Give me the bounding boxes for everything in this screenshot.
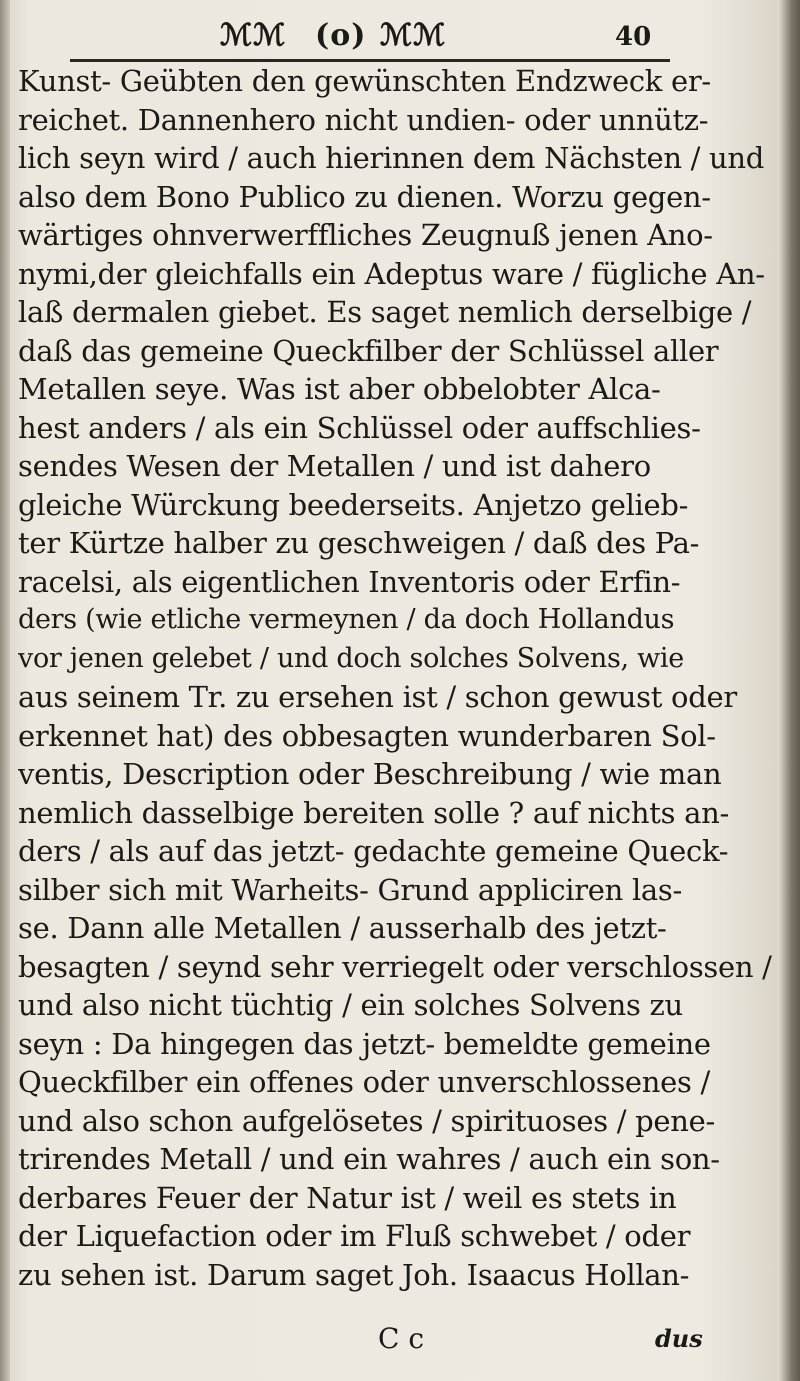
text-line: besagten / seynd sehr verriegelt oder verschlossen / xyxy=(18,949,772,984)
text-line: ders / als auf das jetzt- gedachte gemeine Queck- xyxy=(18,834,729,868)
text-line: Metallen seye. Was ist aber obbelobter Alca- xyxy=(18,372,661,406)
text-line: seyn : Da hingegen das jetzt- bemeldte gemeine xyxy=(18,1026,711,1061)
scan-edge-left xyxy=(0,0,10,1381)
scan-edge-right xyxy=(778,0,800,1381)
page-number: 40 xyxy=(615,22,652,52)
page-header xyxy=(70,12,670,60)
text-line: also dem Bono Publico zu dienen. Worzu gegen- xyxy=(18,179,711,214)
catchword: dus xyxy=(655,1324,703,1353)
text-line: ter Kürtze halber zu geschweigen / daß des Pa- xyxy=(18,526,700,560)
text-line: zu sehen ist. Darum saget Joh. Isaacus Hollan- xyxy=(18,1257,690,1292)
text-line: aus seinem Tr. zu ersehen ist / schon gewust oder xyxy=(18,680,737,714)
text-line: se. Dann alle Metallen / ausserhalb des jetzt- xyxy=(18,911,667,945)
text-line: gleiche Würckung beederseits. Anjetzo gelieb- xyxy=(18,487,689,522)
text-line: daß das gemeine Queckfilber der Schlüssel aller xyxy=(18,333,719,368)
text-line: nymi,der gleichfalls ein Adeptus ware / fügliche An- xyxy=(18,256,765,291)
header-ornament-center: (o) xyxy=(315,18,367,53)
text-line: der Liquefaction oder im Fluß schwebet / oder xyxy=(18,1219,691,1253)
text-line: wärtiges ohnverwerffliches Zeugnuß jenen Ano- xyxy=(18,218,713,252)
header-ornament-left: ℳ︎ℳ xyxy=(220,18,287,53)
text-line: reichet. Dannenhero nicht undien- oder unnütz- xyxy=(18,102,709,137)
text-line: Kunst- Geübten den gewünschten Endzweck er- xyxy=(18,64,711,98)
text-line: derbares Feuer der Natur ist / weil es stets in xyxy=(18,1180,677,1215)
text-line: laß dermalen giebet. Es saget nemlich derselbige / xyxy=(18,295,752,329)
text-line: erkennet hat) des obbesagten wunderbaren Sol- xyxy=(18,718,716,753)
signature-mark: C c xyxy=(378,1322,425,1355)
text-line: racelsi, als eigentlichen Inventoris oder Erfin- xyxy=(18,564,681,599)
body-text xyxy=(18,62,778,1294)
text-line: und also schon aufgelösetes / spirituoses / pene- xyxy=(18,1103,715,1138)
text-line: hest anders / als ein Schlüssel oder auffschlies- xyxy=(18,410,701,445)
text-line: lich seyn wird / auch hierinnen dem Nächsten / und xyxy=(18,141,765,175)
text-line: trirendes Metall / und ein wahres / auch ein son- xyxy=(18,1142,720,1176)
page-footer xyxy=(0,1322,800,1362)
text-line: ders (wie etliche vermeynen / da doch Hollandus xyxy=(18,604,675,635)
text-line: Queckfilber ein offenes oder unverschlossenes / xyxy=(18,1065,710,1099)
text-line: sendes Wesen der Metallen / und ist dahero xyxy=(18,449,651,483)
text-line: ventis, Description oder Beschreibung / wie man xyxy=(18,757,722,791)
text-line: nemlich dasselbige bereiten solle ? auf nichts an- xyxy=(18,795,729,830)
text-line: silber sich mit Warheits- Grund appliciren las- xyxy=(18,872,683,907)
text-line: und also nicht tüchtig / ein solches Solvens zu xyxy=(18,988,683,1022)
text-line: vor jenen gelebet / und doch solches Solvens, wie xyxy=(18,642,684,674)
header-ornament-right: ℳ︎ℳ xyxy=(380,18,447,53)
